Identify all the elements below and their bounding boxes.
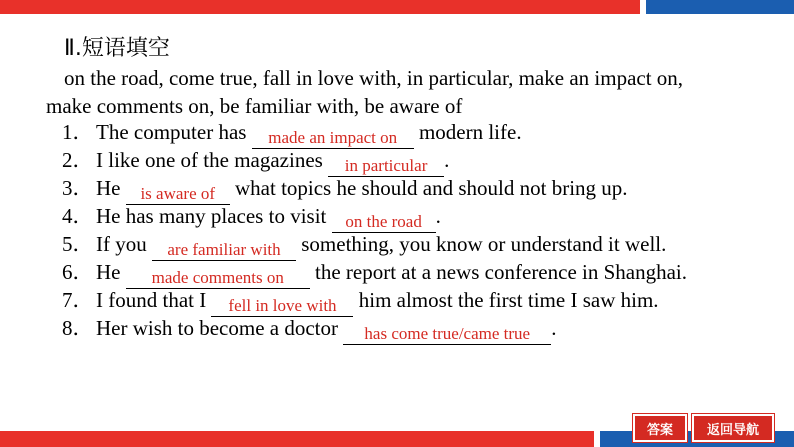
question-text-before: The computer has [96,120,252,144]
bottom-bar-red [0,431,594,447]
question-item [62,314,792,342]
answer-blank: is aware of [126,184,230,205]
question-text-before: He has many places to visit [96,204,332,228]
question-number: 1． [62,120,94,144]
question-item [62,258,792,286]
answer-blank: fell in love with [211,296,353,317]
question-number: 8． [62,316,94,340]
question-number: 7． [62,288,94,312]
section-title: Ⅱ.短语填空 [64,36,170,61]
phrase-bank-line-1: on the road, come true, fall in love with, in particular, make an impact on, [64,66,684,90]
answer-button[interactable]: 答案 [633,414,687,442]
answer-blank: on the road [332,212,436,233]
question-text-before: Her wish to become a doctor [96,316,344,340]
question-text-before: I found that I [96,288,212,312]
phrase-bank-line-2: make comments on, be familiar with, be aware of [46,94,463,118]
answer-blank: made an impact on [252,128,414,149]
question-text-after: him almost the first time I saw him. [353,288,659,312]
question-text-after: the report at a news conference in Shanghai. [309,260,688,284]
question-text-before: He [96,260,126,284]
question-text-after: . [551,316,557,340]
question-list [62,118,792,342]
question-item [62,146,792,174]
answer-blank: made comments on [126,268,310,289]
answer-blank: in particular [328,156,444,177]
question-text-before: I like one of the magazines [96,148,329,172]
question-text-after: . [444,148,450,172]
answer-blank: has come true/came true [343,324,551,345]
question-text-after: something, you know or understand it well. [296,232,667,256]
question-item [62,118,792,146]
question-number: 4． [62,204,94,228]
answer-blank: are familiar with [152,240,296,261]
question-number: 3． [62,176,94,200]
top-decor-bar [0,0,794,14]
question-number: 6． [62,260,94,284]
question-item [62,202,792,230]
question-number: 2． [62,148,94,172]
question-text-before: If you [96,232,152,256]
question-text-after: what topics he should and should not bring up. [229,176,628,200]
top-bar-blue [646,0,794,14]
question-item [62,174,792,202]
back-to-nav-button[interactable]: 返回导航 [692,414,774,442]
question-text-before: He [96,176,126,200]
question-item [62,230,792,258]
question-text-after: modern life. [413,120,522,144]
question-text-after: . [435,204,441,228]
top-bar-red [0,0,640,14]
phrase-bank [46,64,776,120]
question-item [62,286,792,314]
question-number: 5． [62,232,94,256]
